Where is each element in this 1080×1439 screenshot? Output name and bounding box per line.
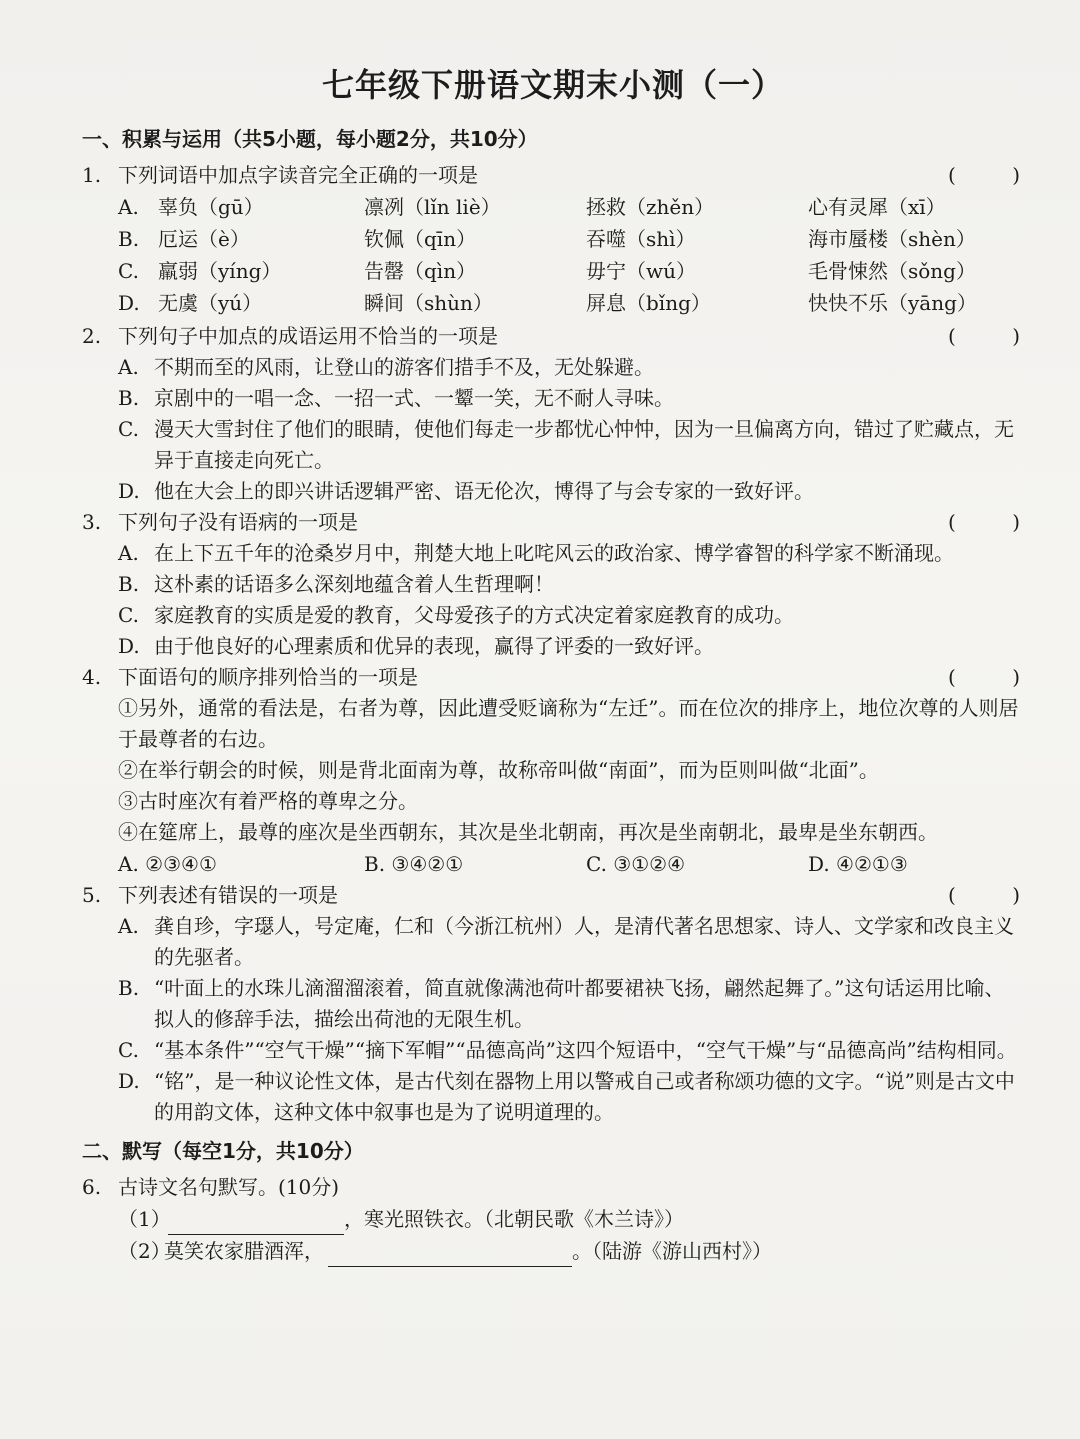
option-label: D. <box>118 479 140 503</box>
sentence-item: ④在筵席上，最尊的座次是坐西朝东，其次是坐北朝南，再次是坐南朝北，最卑是坐东朝西。 <box>118 820 938 844</box>
option-item <box>82 600 1024 631</box>
option-label: C. <box>118 259 139 283</box>
option-item <box>82 1035 1024 1066</box>
option-row <box>82 223 1024 255</box>
option-word: 快快不乐（yāng） <box>808 291 977 315</box>
question-stem: 古诗文名句默写。(10分) <box>118 1175 340 1199</box>
option-word: 毋宁（wú） <box>586 259 696 283</box>
option-text: 龚自珍，字璱人，号定庵，仁和（今浙江杭州）人，是清代著名思想家、诗人、文学家和改良主义的先驱者。 <box>154 914 1014 969</box>
option-word: 厄运（è） <box>158 227 250 251</box>
choice-item: C. ③①②④ <box>586 852 686 876</box>
answer-parentheses: ( ) <box>948 665 1020 689</box>
answer-parentheses: ( ) <box>948 163 1020 187</box>
option-text: 这朴素的话语多么深刻地蕴含着人生哲理啊！ <box>154 572 554 596</box>
question-4 <box>82 662 1024 693</box>
question-number: 4. <box>82 665 102 689</box>
option-item <box>82 383 1024 414</box>
option-text: 家庭教育的实质是爱的教育，父母爱孩子的方式决定着家庭教育的成功。 <box>154 603 794 627</box>
section-1-heading: 一、积累与运用（共5小题，每小题2分，共10分） <box>82 127 538 151</box>
option-item <box>82 352 1024 383</box>
option-label: D. <box>118 291 140 315</box>
option-item <box>82 414 1024 476</box>
option-text: 不期而至的风雨，让登山的游客们措手不及，无处躲避。 <box>154 355 654 379</box>
option-row <box>82 287 1024 319</box>
fill-item-1: （1） ，寒光照铁衣。（北朝民歌《木兰诗》） <box>82 1203 1024 1235</box>
answer-parentheses: ( ) <box>948 883 1020 907</box>
option-word: 辜负（gū） <box>158 195 264 219</box>
option-label: C. <box>118 1038 139 1062</box>
answer-blank[interactable] <box>168 1212 344 1235</box>
option-word: 海市蜃楼（shèn） <box>808 227 976 251</box>
option-text: 在上下五千年的沧桑岁月中，荆楚大地上叱咤风云的政治家、博学睿智的科学家不断涌现。 <box>154 541 954 565</box>
option-word: 毛骨悚然（sǒng） <box>808 259 976 283</box>
option-item <box>82 631 1024 662</box>
question-2-options <box>82 352 1024 507</box>
option-word: 羸弱（yíng） <box>158 259 282 283</box>
option-text: “基本条件”“空气干燥”“摘下军帽”“品德高尚”这四个短语中，“空气干燥”与“品德高尚”结构相同。 <box>154 1038 1017 1062</box>
question-number: 3. <box>82 510 102 534</box>
option-label: B. <box>118 572 140 596</box>
option-label: A. <box>118 195 139 219</box>
question-5-options <box>82 911 1024 1128</box>
answer-parentheses: ( ) <box>948 510 1020 534</box>
option-text: 他在大会上的即兴讲话逻辑严密、语无伦次，博得了与会专家的一致好评。 <box>154 479 814 503</box>
option-label: B. <box>118 227 140 251</box>
question-1-options <box>82 191 1024 319</box>
option-word: 钦佩（qīn） <box>364 227 477 251</box>
question-number: 6. <box>82 1175 102 1199</box>
question-number: 2. <box>82 324 102 348</box>
option-item <box>82 476 1024 507</box>
question-4-sentences <box>82 693 1024 848</box>
sentence-item: ①另外，通常的看法是，右者为尊，因此遭受贬谪称为“左迁”。而在位次的排序上，地位次尊的人则居于最尊者的右边。 <box>118 696 1019 751</box>
question-1 <box>82 160 1024 191</box>
option-text: 漫天大雪封住了他们的眼睛，使他们每走一步都忧心忡忡，因为一旦偏离方向，错过了贮藏点，无异于直接走向死亡。 <box>154 417 1014 472</box>
option-row <box>82 191 1024 223</box>
option-label: B. <box>118 976 140 1000</box>
option-label: A. <box>118 355 139 379</box>
question-5 <box>82 880 1024 911</box>
option-word: 拯救（zhěn） <box>586 195 715 219</box>
option-text: 京剧中的一唱一念、一招一式、一颦一笑，无不耐人寻味。 <box>154 386 674 410</box>
option-text: 由于他良好的心理素质和优异的表现，赢得了评委的一致好评。 <box>154 634 714 658</box>
question-stem: 下列表述有错误的一项是 <box>118 883 338 907</box>
option-item <box>82 911 1024 973</box>
option-row <box>82 255 1024 287</box>
question-stem: 下列句子中加点的成语运用不恰当的一项是 <box>118 324 498 348</box>
sentence-item: ③古时座次有着严格的尊卑之分。 <box>118 789 418 813</box>
option-label: A. <box>118 914 139 938</box>
answer-blank[interactable] <box>328 1244 572 1267</box>
option-label: D. <box>118 634 140 658</box>
option-word: 告罄（qìn） <box>364 259 477 283</box>
option-item <box>82 569 1024 600</box>
question-2 <box>82 321 1024 352</box>
option-item <box>82 1066 1024 1128</box>
choice-item: A. ②③④① <box>118 852 217 876</box>
option-label: A. <box>118 541 139 565</box>
choice-item: B. ③④②① <box>364 852 464 876</box>
option-word: 瞬间（shùn） <box>364 291 493 315</box>
option-label: B. <box>118 386 140 410</box>
option-word: 凛冽（lǐn liè） <box>364 195 501 219</box>
sentence-item: ②在举行朝会的时候，则是背北面南为尊，故称帝叫做“南面”，而为臣则叫做“北面”。 <box>118 758 879 782</box>
question-stem: 下面语句的顺序排列恰当的一项是 <box>118 665 418 689</box>
option-item <box>82 973 1024 1035</box>
fill-item-2: （2） 莫笑农家腊酒浑， 。（陆游《游山西村》） <box>82 1235 1024 1267</box>
page-title: 七年级下册语文期末小测（一） <box>321 66 784 104</box>
choice-item: D. ④②①③ <box>808 852 908 876</box>
option-label: C. <box>118 603 139 627</box>
option-text: “叶面上的水珠儿滴溜溜滚着，简直就像满池荷叶都要裙袂飞扬，翩然起舞了。”这句话运用比喻、拟人的修辞手法，描绘出荷池的无限生机。 <box>154 976 1005 1031</box>
option-label: C. <box>118 417 139 441</box>
option-item <box>82 538 1024 569</box>
question-3-options <box>82 538 1024 662</box>
question-6 <box>82 1172 1024 1203</box>
question-3 <box>82 507 1024 538</box>
fill-item-label: （2） <box>118 1239 171 1263</box>
answer-parentheses: ( ) <box>948 324 1020 348</box>
option-text: “铭”，是一种议论性文体，是古代刻在器物上用以警戒自己或者称颂功德的文字。“说”则是古文中的用韵文体，这种文体中叙事也是为了说明道理的。 <box>154 1069 1015 1124</box>
question-number: 1. <box>82 163 102 187</box>
option-word: 心有灵犀（xī） <box>808 195 946 219</box>
option-word: 吞噬（shì） <box>586 227 696 251</box>
fill-item-label: （1） <box>118 1207 171 1231</box>
option-label: D. <box>118 1069 140 1093</box>
option-word: 屏息（bǐng） <box>586 291 711 315</box>
question-stem: 下列词语中加点字读音完全正确的一项是 <box>118 163 478 187</box>
option-word: 无虞（yú） <box>158 291 263 315</box>
question-4-choices <box>82 848 1024 880</box>
section-2-heading: 二、默写（每空1分，共10分） <box>82 1139 364 1163</box>
question-number: 5. <box>82 883 102 907</box>
question-stem: 下列句子没有语病的一项是 <box>118 510 358 534</box>
